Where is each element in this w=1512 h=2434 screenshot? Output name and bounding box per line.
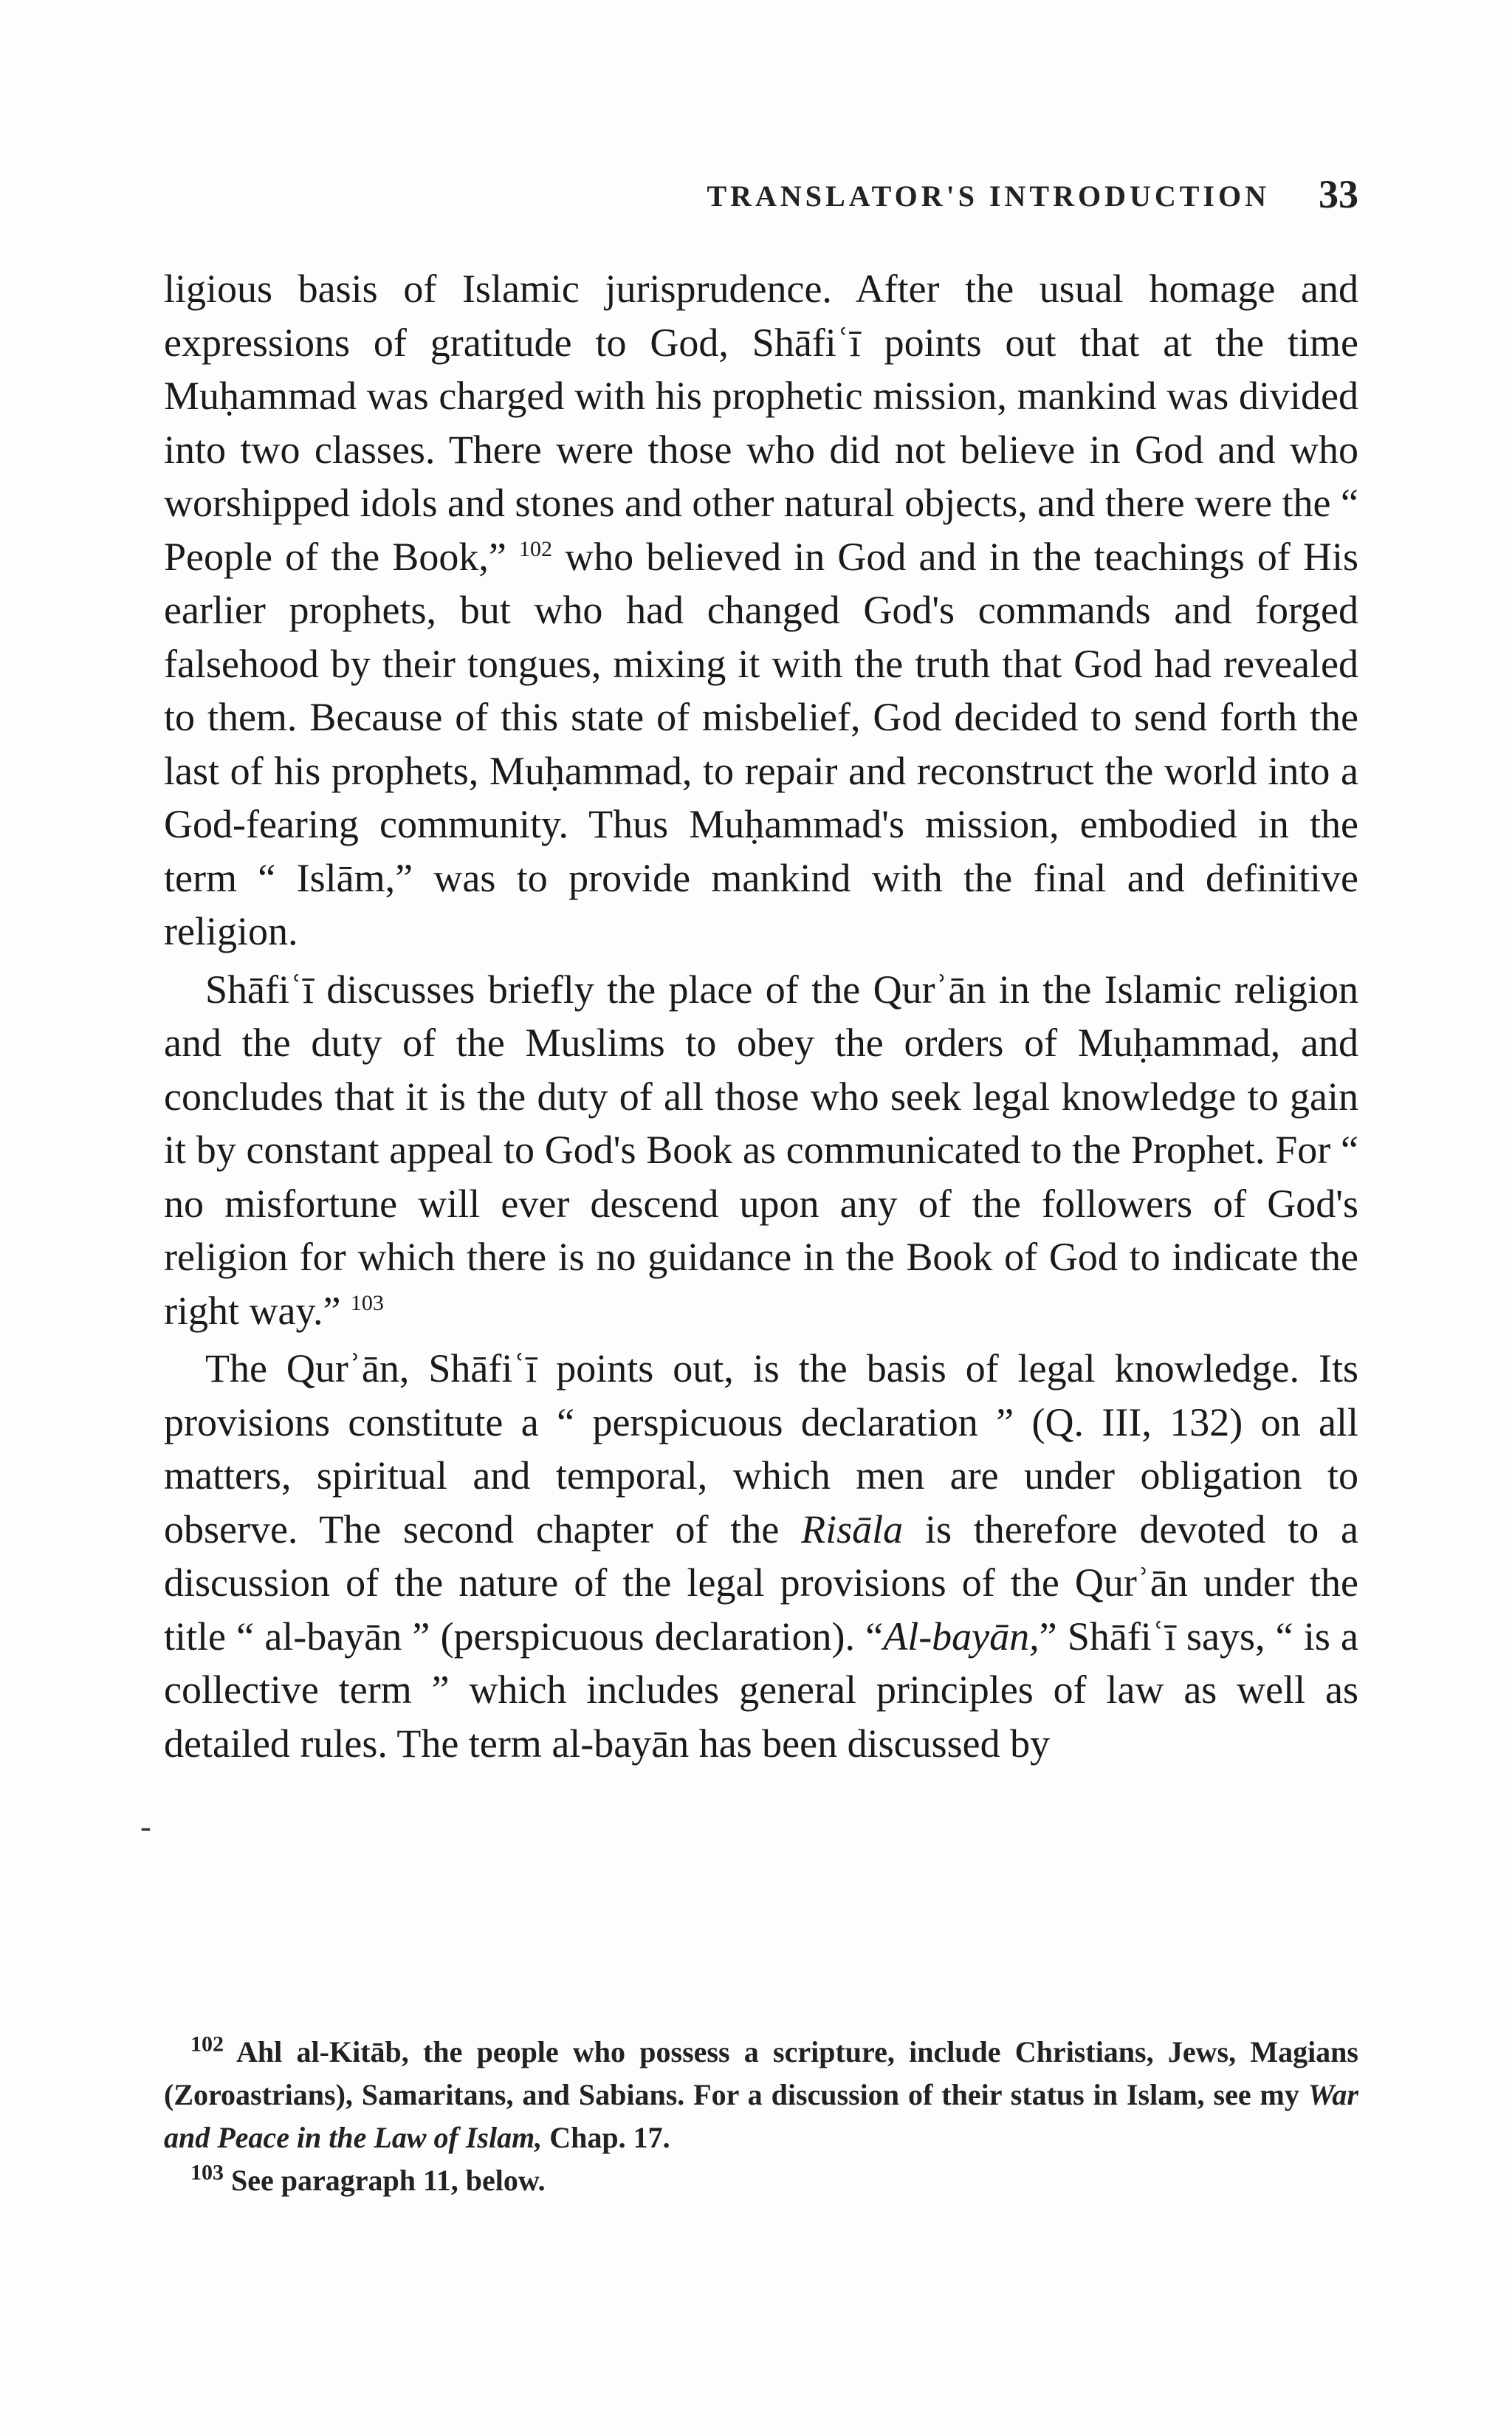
body-text xyxy=(164,262,1358,1775)
italic-text: Risāla xyxy=(801,1506,904,1552)
italic-text: War and Peace in the Law of Islam, xyxy=(164,2078,1358,2154)
footnote-103 xyxy=(164,2159,1358,2202)
paragraph-3-text xyxy=(164,1346,1358,1766)
paragraph-2-text xyxy=(164,967,1358,1333)
text-run: The Qurʾān, Shāfiʿī points out, is the basis of legal knowledge. Its provisions constitute a “ perspicuous declaration ” (Q. III, 132) on all matters, spiritual and temporal, which men are under obligation to observe. The second chapter of the xyxy=(164,1346,1358,1552)
footnote-103-text xyxy=(190,2160,546,2197)
text-run: ligious basis of Islamic jurisprudence. After the usual homage and expressions of gratitude to God, Shāfiʿī points out that at the time Muḥammad was charged with his prophetic mission, mankind was divided into two classes. There were those who did not believe in God and who worshipped idols and stones and other natural objects, and there were the “ People of the Book,” xyxy=(164,267,1358,579)
text-run: ” Shāfiʿī says, “ is a collective term ” which includes general principles of law as well as detailed rules. The term al-bayān has been discussed by xyxy=(164,1614,1358,1766)
paragraph-1-text xyxy=(164,267,1358,953)
footnote-ref: 102 xyxy=(190,2032,224,2057)
footnotes xyxy=(164,2031,1358,2202)
text-run: who believed in God and in the teachings of His earlier prophets, but who had changed God's commands and forged falsehood by their tongues, mixing it with the truth that God had revealed to them. Because of this state of misbelief, God decided to send forth the last of his prophets, Muḥammad, to repair and reconstruct the world into a God-fearing community. Thus Muḥammad's mission, embodied in the term “ Islām,” was to provide mankind with the final and definitive religion. xyxy=(164,534,1358,953)
running-head: TRANSLATOR'S INTRODUCTION xyxy=(707,179,1270,213)
paragraph-3 xyxy=(164,1342,1358,1770)
paragraph-2 xyxy=(164,963,1358,1338)
margin-mark: - xyxy=(140,1809,151,1845)
footnote-102 xyxy=(164,2031,1358,2159)
paragraph-1 xyxy=(164,262,1358,959)
text-run: Chap. 17. xyxy=(542,2121,670,2154)
page-number: 33 xyxy=(1319,172,1358,216)
footnote-ref: 102 xyxy=(518,536,552,561)
page-header xyxy=(164,171,1358,223)
text-run: is therefore devoted to a discussion of the nature of the legal provisions of the Qurʾān under the title “ al-bayān ” (perspicuous declaration). “ xyxy=(164,1506,1359,1659)
text-run: Shāfiʿī discusses briefly the place of the Qurʾān in the Islamic religion and the duty of the Muslims to obey the orders of Muḥammad, and concludes that it is the duty of all those who seek legal knowledge to gain it by constant appeal to God's Book as communicated to the Prophet. For “ no misfortune will ever descend upon any of the followers of God's religion for which there is no guidance in the Book of God to indicate the right way.” xyxy=(164,967,1358,1333)
text-run: See paragraph 11, below. xyxy=(224,2164,546,2197)
italic-text: Al-bayān, xyxy=(883,1614,1040,1659)
text-run: Ahl al-Kitāb, the people who possess a scripture, include Christians, Jews, Magians (Zoroastrians), Samaritans, and Sabians. For a discussion of their status in Islam, see my xyxy=(164,2035,1358,2111)
footnote-ref: 103 xyxy=(350,1290,384,1315)
footnote-ref: 103 xyxy=(190,2160,224,2185)
footnote-102-text xyxy=(164,2032,1358,2154)
